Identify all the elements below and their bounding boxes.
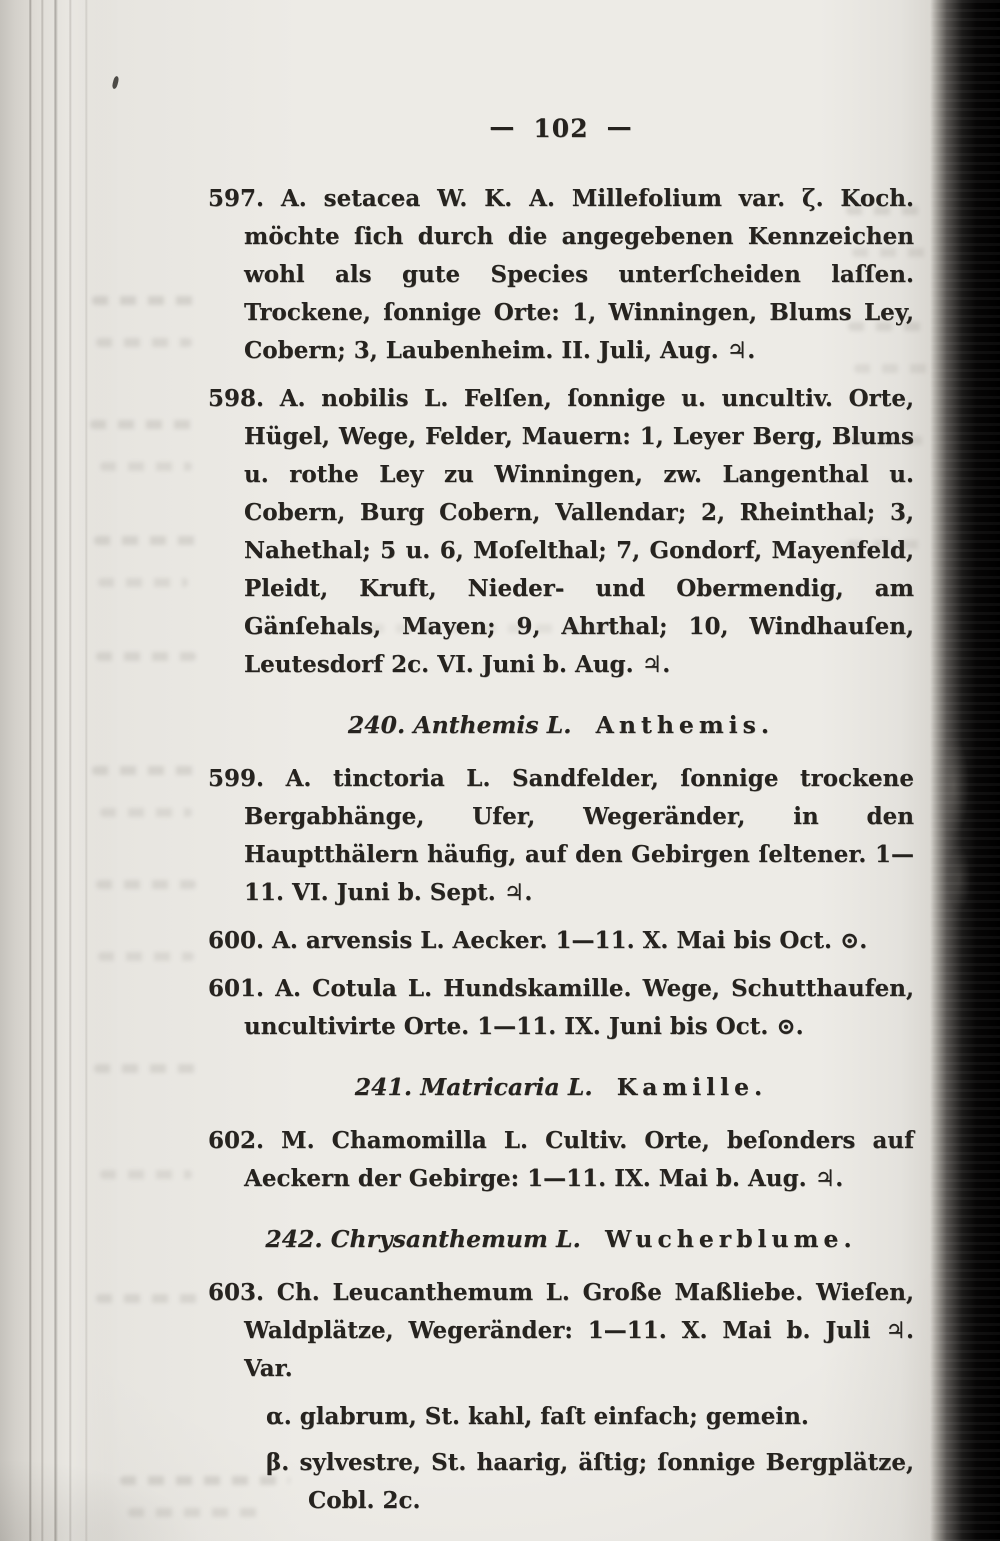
species-name: A. Cotula L. <box>275 975 433 1002</box>
entry-text: Felſen, ſonnige u. uncultiv. Orte, Hügel, Wege, Felder, Mauern: 1, Leyer Berg, Blums u. rothe Ley zu Winningen, zw. Langenthal u. Cobern, Burg Cobern, Vallendar; 2, Rheinthal; 3, Nahethal; 5 u. 6, Moſelthal; 7, Gondorf, Mayenfeld, Pleidt, Kruft, Nieder- und Obermendig, am Gänſehals, Mayen; 9, Ahrthal; 10, Windhauſen, Leutesdorf 2c. VI. Juni b. Aug. ♃. <box>244 385 914 678</box>
variant-letter: β. <box>266 1449 290 1476</box>
genus-latin-name: Matricaria L. <box>420 1073 593 1101</box>
page-header <box>208 110 914 148</box>
bleedthrough-text-ghost <box>100 462 192 471</box>
genus-number: 241. <box>354 1073 413 1101</box>
variant-letter: α. <box>266 1403 292 1430</box>
species-name: A. tinctoria L. <box>285 765 491 792</box>
species-entry-599 <box>208 760 914 912</box>
page-stack-edge <box>0 0 112 1541</box>
variant-beta <box>208 1444 914 1520</box>
entry-text: Hundskamille. Wege, Schutthaufen, uncultivirte Orte. 1—11. IX. Juni bis Oct. ⊙. <box>244 975 914 1040</box>
genus-heading-240 <box>208 706 914 744</box>
header-dash-left: — <box>489 112 516 141</box>
genus-german-name: Wucherblume. <box>604 1225 857 1253</box>
genus-german-name: Kamille. <box>616 1073 768 1101</box>
genus-german-name: Anthemis. <box>595 711 775 739</box>
species-entry-598 <box>208 380 914 684</box>
species-name: A. nobilis L. <box>279 385 449 412</box>
entry-text: Aecker. 1—11. X. Mai bis Oct. ⊙. <box>452 927 868 954</box>
corner-shadow <box>0 1451 240 1541</box>
entry-text: Große Maßliebe. Wieſen, Waldplätze, Wegeränder: 1—11. X. Mai b. Juli ♃. Var. <box>244 1279 914 1382</box>
species-entry-602 <box>208 1122 914 1198</box>
bleedthrough-text-ghost <box>100 1170 192 1179</box>
ink-speck <box>112 76 120 90</box>
species-name: A. setacea W. K. <box>280 185 513 212</box>
entry-text: A. Millefolium var. ζ. Koch. möchte ſich durch die angegebenen Kennzeichen wohl als gute Species unterſcheiden laſſen. Trockene, ſonnige Orte: 1, Winningen, Blums Ley, Cobern; 3, Laubenheim. II. Juli, Aug. ♃. <box>244 185 914 364</box>
entry-number: 600. <box>208 927 265 954</box>
genus-latin-name: Anthemis L. <box>413 711 572 739</box>
entry-number: 601. <box>208 975 265 1002</box>
variant-alpha <box>208 1398 914 1436</box>
variant-text: glabrum, St. kahl, faſt einfach; gemein. <box>299 1403 809 1430</box>
genus-number: 242. <box>265 1225 323 1253</box>
book-binding-shadow <box>930 0 1000 1541</box>
entry-text: Sandfelder, ſonnige trockene Bergabhänge, Ufer, Wegeränder, in den Hauptthälern häufig, auf den Gebirgen ſeltener. 1—11. VI. Juni b. Sept. ♃. <box>244 765 915 906</box>
entry-number: 597. <box>208 185 265 212</box>
genus-number: 240. <box>347 711 406 739</box>
entry-text: Cultiv. Orte, beſonders auf Aeckern der Gebirge: 1—11. IX. Mai b. Aug. ♃. <box>244 1127 914 1192</box>
entry-number: 599. <box>208 765 265 792</box>
header-dash-right: — <box>606 112 633 141</box>
species-entry-603 <box>208 1274 914 1388</box>
species-name: Ch. Leucanthemum L. <box>276 1279 570 1306</box>
species-entry-601 <box>208 970 914 1046</box>
page-text-column <box>208 110 914 1528</box>
species-entry-600 <box>208 922 914 960</box>
bleedthrough-text-ghost <box>96 1294 206 1303</box>
entry-number: 602. <box>208 1127 265 1154</box>
species-name: A. arvensis L. <box>272 927 445 954</box>
page-number: 102 <box>533 114 589 143</box>
genus-heading-241 <box>208 1068 914 1106</box>
entry-number: 598. <box>208 385 265 412</box>
entry-number: 603. <box>208 1279 265 1306</box>
bleedthrough-text-ghost <box>100 808 192 817</box>
genus-heading-242 <box>208 1220 914 1258</box>
species-entry-597 <box>208 180 914 370</box>
species-name: M. Chamomilla L. <box>281 1127 529 1154</box>
genus-latin-name: Chrysanthemum L. <box>330 1225 581 1253</box>
bleedthrough-text-ghost <box>98 952 194 961</box>
variant-text: sylvestre, St. haarig, äſtig; ſonnige Bergplätze, Cobl. 2c. <box>299 1449 915 1514</box>
